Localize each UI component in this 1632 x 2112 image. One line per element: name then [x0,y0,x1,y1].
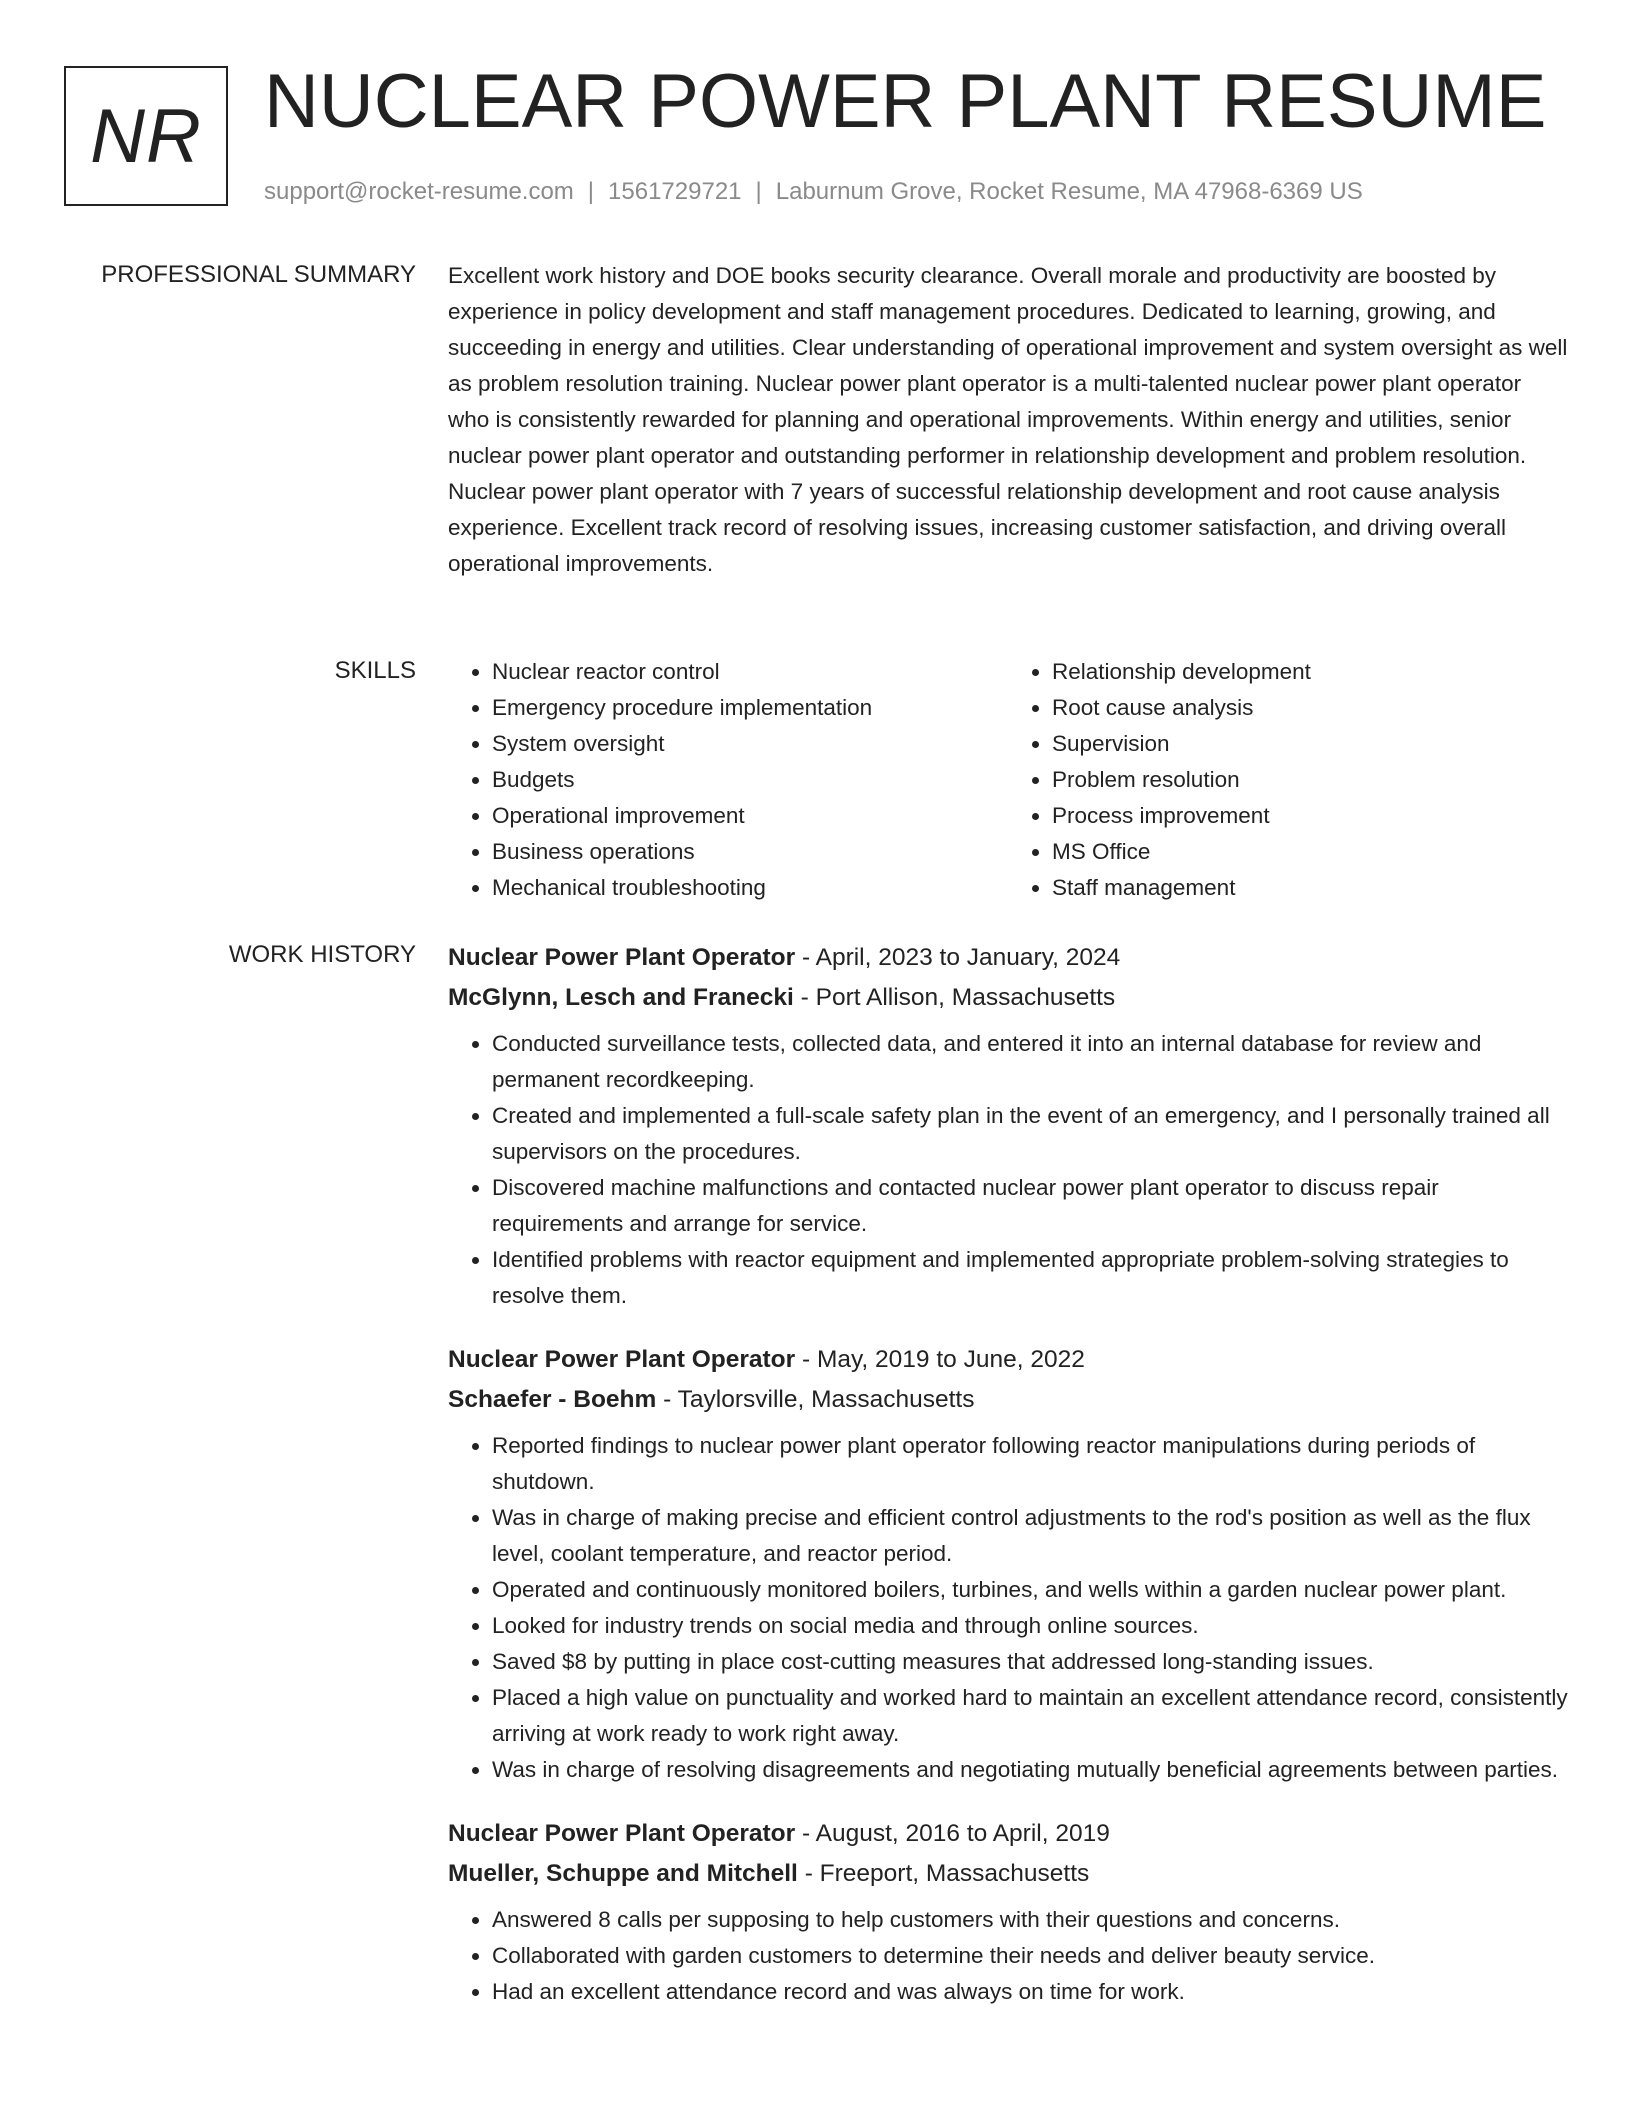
contact-line [264,176,1363,208]
skill-item: • Root cause analysis [1052,690,1568,726]
job-bullet: • Placed a high value on punctuality and worked hard to maintain an excellent attendance record, consistently arriving at work ready to work right away. [492,1680,1568,1752]
contact-separator: | [587,178,595,205]
skill-item: • Operational improvement [492,798,1008,834]
job-entry [448,1814,1568,2010]
job-bullets [448,1902,1568,2010]
job-title-line [448,938,1568,978]
skill-item: • Supervision [1052,726,1568,762]
job-bullet: • Discovered machine malfunctions and contacted nuclear power plant operator to discuss repair requirements and arrange for service. [492,1170,1568,1242]
job-bullet: • Reported findings to nuclear power plant operator following reactor manipulations during periods of shutdown. [492,1428,1568,1500]
job-bullet: • Looked for industry trends on social media and through online sources. [492,1608,1568,1644]
job-title-line [448,1814,1568,1854]
job-bullet: • Had an excellent attendance record and was always on time for work. [492,1974,1568,2010]
skills-heading: SKILLS [334,657,416,684]
phone-number: 1561729721 [608,178,742,205]
skill-item: • Business operations [492,834,1008,870]
address: Laburnum Grove, Rocket Resume, MA 47968-6369 US [775,178,1363,205]
job-dates: - May, 2019 to June, 2022 [802,1346,1085,1373]
job-location: - Freeport, Massachusetts [804,1860,1090,1887]
job-location: - Taylorsville, Massachusetts [663,1386,975,1413]
job-bullet: • Was in charge of making precise and efficient control adjustments to the rod's position as well as the flux level, coolant temperature, and reactor period. [492,1500,1568,1572]
company-name: Schaefer - Boehm [448,1386,657,1413]
initials-text: NR [90,93,202,179]
job-company-line [448,978,1568,1018]
job-bullets [448,1026,1568,1314]
work-history-heading: WORK HISTORY [228,941,416,968]
skill-item: • Budgets [492,762,1008,798]
skill-item: • System oversight [492,726,1008,762]
job-title: Nuclear Power Plant Operator [448,1346,796,1373]
skill-item: • Nuclear reactor control [492,654,1008,690]
job-title: Nuclear Power Plant Operator [448,944,796,971]
job-dates: - April, 2023 to January, 2024 [802,944,1121,971]
skill-item: • Mechanical troubleshooting [492,870,1008,906]
skills-list-left [448,654,1008,906]
skill-item: • Problem resolution [1052,762,1568,798]
skill-item: • Staff management [1052,870,1568,906]
job-bullet: • Operated and continuously monitored boilers, turbines, and wells within a garden nuclear power plant. [492,1572,1568,1608]
skill-item: • MS Office [1052,834,1568,870]
job-bullets [448,1428,1568,1788]
email-link[interactable]: support@rocket-resume.com [264,178,574,205]
job-title-line [448,1340,1568,1380]
resume-title: NUCLEAR POWER PLANT RESUME [264,59,1547,144]
company-name: McGlynn, Lesch and Franecki [448,984,794,1011]
skill-item: • Process improvement [1052,798,1568,834]
skills-list-right [1008,654,1568,906]
job-entry [448,938,1568,1314]
skill-item: • Relationship development [1052,654,1568,690]
job-bullet: • Answered 8 calls per supposing to help customers with their questions and concerns. [492,1902,1568,1938]
job-bullet: • Identified problems with reactor equipment and implemented appropriate problem-solving strategies to resolve them. [492,1242,1568,1314]
contact-separator: | [755,178,762,205]
job-location: - Port Allison, Massachusetts [800,984,1116,1011]
job-dates: - August, 2016 to April, 2019 [802,1820,1110,1847]
job-bullet: • Collaborated with garden customers to determine their needs and deliver beauty service. [492,1938,1568,1974]
initials-monogram [64,66,228,206]
skill-item: • Emergency procedure implementation [492,690,1008,726]
summary-heading: PROFESSIONAL SUMMARY [101,261,416,288]
job-company-line [448,1380,1568,1420]
summary-text: Excellent work history and DOE books security clearance. Overall morale and productivity are boosted by experience in policy development and staff management procedures. Dedicated to learning, growing, and succeeding in energy and utilities. Clear understanding of operational improvement and system oversight as well as problem resolution training. Nuclear power plant operator is a multi-talented nuclear power plant operator who is consistently rewarded for planning and operational improvements. Within energy and utilities, senior nuclear power plant operator and outstanding performer in relationship development and problem resolution. Nuclear power plant operator with 7 years of successful relationship development and root cause analysis experience. Excellent track record of resolving issues, increasing customer satisfaction, and driving overall operational improvements. [448,263,1568,576]
job-entry [448,1340,1568,1788]
job-bullet: • Saved $8 by putting in place cost-cutting measures that addressed long-standing issues. [492,1644,1568,1680]
job-title: Nuclear Power Plant Operator [448,1820,796,1847]
job-bullet: • Conducted surveillance tests, collected data, and entered it into an internal database for review and permanent recordkeeping. [492,1026,1568,1098]
job-bullet: • Created and implemented a full-scale safety plan in the event of an emergency, and I personally trained all supervisors on the procedures. [492,1098,1568,1170]
job-bullet: • Was in charge of resolving disagreements and negotiating mutually beneficial agreements between parties. [492,1752,1568,1788]
job-company-line [448,1854,1568,1894]
company-name: Mueller, Schuppe and Mitchell [448,1860,798,1887]
